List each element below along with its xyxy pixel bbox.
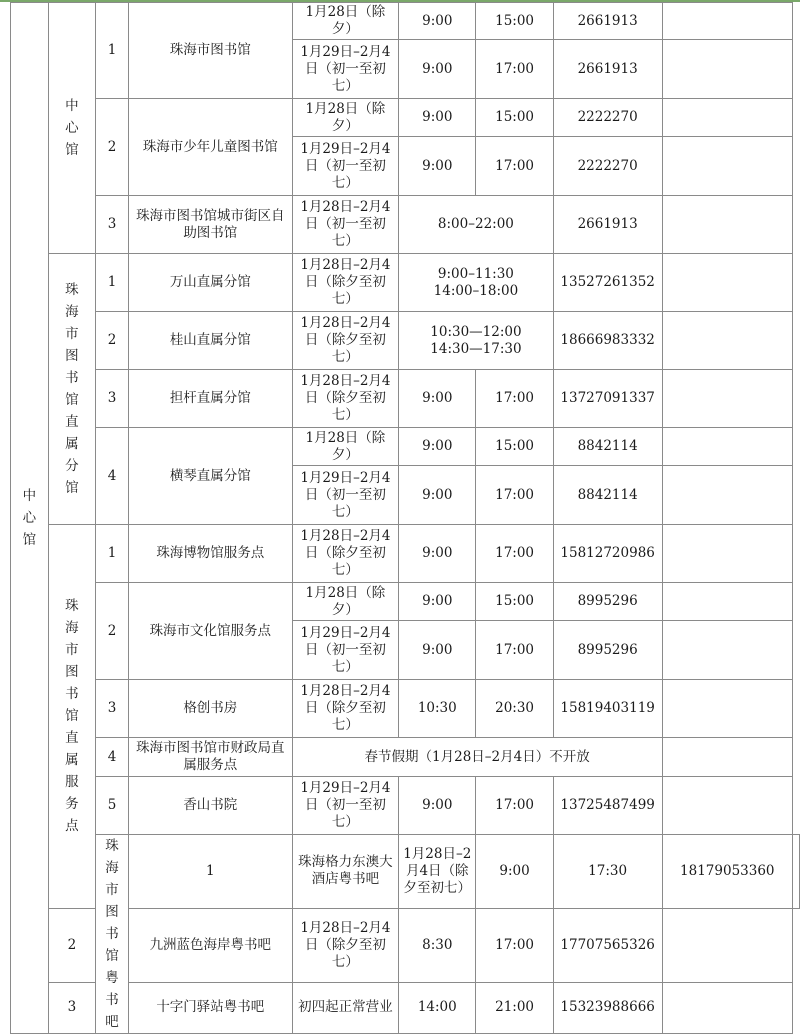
library-name: 桂山直属分馆: [128, 312, 292, 370]
close-time: 21:00: [476, 982, 553, 1033]
library-name: 珠海格力东澳大酒店粤书吧: [292, 835, 398, 909]
library-name: 十字门驿站粤书吧: [128, 982, 292, 1033]
date-range: 1月29日–2月4日（初一至初七）: [292, 137, 398, 196]
close-time: 15:00: [476, 3, 553, 40]
empty-cell: [662, 621, 792, 680]
date-range: 1月28日（除夕）: [292, 99, 398, 137]
empty-cell: [662, 40, 792, 99]
row-number: 1: [128, 835, 292, 909]
close-time: 17:00: [476, 137, 553, 196]
empty-cell: [662, 908, 792, 982]
phone-number: 15819403119: [553, 680, 662, 738]
table-row: [11, 3, 800, 40]
outer-group-cell: 中心馆: [11, 3, 49, 1034]
library-name: 万山直属分馆: [128, 254, 292, 312]
group-cell: 珠海市图书馆直属服务点: [48, 525, 95, 909]
date-range: 1月28日–2月4日（初一至初七）: [292, 196, 398, 254]
group-cell: 中心馆: [48, 3, 95, 254]
close-time: 15:00: [476, 99, 553, 137]
library-name: 珠海市图书馆: [128, 3, 292, 99]
library-name: 格创书房: [128, 680, 292, 738]
phone-number: 8995296: [553, 621, 662, 680]
date-range: 1月28日–2月4日（除夕至初七）: [292, 680, 398, 738]
table-row: [11, 428, 800, 466]
open-time: 9:00: [399, 621, 476, 680]
group-cell: 珠海市图书馆直属分馆: [48, 254, 95, 525]
phone-number: 15323988666: [553, 982, 662, 1033]
close-time: 17:00: [476, 777, 553, 835]
empty-cell: [662, 738, 792, 777]
phone-number: 8995296: [553, 583, 662, 621]
close-time: 15:00: [476, 428, 553, 466]
close-time: 17:00: [476, 525, 553, 583]
phone-number: 8842114: [553, 466, 662, 525]
close-time: 17:00: [476, 908, 553, 982]
opening-hours: [399, 254, 554, 312]
empty-cell: [662, 777, 792, 835]
date-range: 1月29日–2月4日（初一至初七）: [292, 466, 398, 525]
phone-number: 18666983332: [553, 312, 662, 370]
row-number: 4: [96, 738, 129, 777]
library-name: 横琴直属分馆: [128, 428, 292, 525]
closed-notice: 春节假期（1月28日–2月4日）不开放: [292, 738, 662, 777]
phone-number: 2661913: [553, 3, 662, 40]
empty-cell: [662, 196, 792, 254]
empty-cell: [662, 312, 792, 370]
table-row: [11, 99, 800, 137]
phone-number: 18179053360: [662, 835, 792, 909]
open-time: 9:00: [399, 777, 476, 835]
phone-number: 13727091337: [553, 370, 662, 428]
hours-line: 14:30—17:30: [430, 340, 522, 357]
row-number: 5: [96, 777, 129, 835]
table-row: [11, 525, 800, 583]
table-row: [11, 583, 800, 621]
close-time: 17:00: [476, 466, 553, 525]
empty-cell: [662, 982, 792, 1033]
date-range: 初四起正常营业: [292, 982, 398, 1033]
empty-cell: [662, 680, 792, 738]
date-range: 1月28日–2月4日（除夕至初七）: [292, 525, 398, 583]
table-row: [11, 908, 800, 982]
date-range: 1月28日–2月4日（除夕至初七）: [399, 835, 476, 909]
library-name: 珠海博物馆服务点: [128, 525, 292, 583]
open-time: 8:30: [399, 908, 476, 982]
open-time: 9:00: [399, 583, 476, 621]
open-time: 9:00: [399, 3, 476, 40]
date-range: 1月29日–2月4日（初一至初七）: [292, 777, 398, 835]
phone-number: 2661913: [553, 196, 662, 254]
opening-hours: [399, 312, 554, 370]
table-row: [11, 738, 800, 777]
empty-cell: [793, 835, 800, 909]
row-number: 4: [96, 428, 129, 525]
open-time: 9:00: [399, 137, 476, 196]
row-number: 1: [96, 525, 129, 583]
table-row: [11, 254, 800, 312]
date-range: 1月28日（除夕）: [292, 428, 398, 466]
empty-cell: [662, 525, 792, 583]
table-row: [11, 312, 800, 370]
open-time: 9:00: [476, 835, 553, 909]
empty-cell: [662, 428, 792, 466]
opening-hours: 8:00–22:00: [399, 196, 554, 254]
date-range: 1月29日–2月4日（初一至初七）: [292, 621, 398, 680]
phone-number: 8842114: [553, 428, 662, 466]
date-range: 1月28日–2月4日（除夕至初七）: [292, 312, 398, 370]
table-row: [11, 370, 800, 428]
hours-line: 9:00–11:30: [437, 265, 514, 282]
library-name: 九洲蓝色海岸粤书吧: [128, 908, 292, 982]
date-range: 1月28日–2月4日（除夕至初七）: [292, 254, 398, 312]
table-row: [11, 835, 800, 909]
empty-cell: [662, 3, 792, 40]
date-range: 1月28日–2月4日（除夕至初七）: [292, 370, 398, 428]
open-time: 9:00: [399, 525, 476, 583]
open-time: 9:00: [399, 466, 476, 525]
date-range: 1月28日（除夕）: [292, 583, 398, 621]
empty-cell: [662, 99, 792, 137]
group-cell: 珠海市图书馆粤书吧: [96, 835, 129, 1034]
close-time: 20:30: [476, 680, 553, 738]
close-time: 15:00: [476, 583, 553, 621]
library-name: 珠海市图书馆市财政局直属服务点: [128, 738, 292, 777]
hours-line: 14:00–18:00: [433, 282, 519, 299]
close-time: 17:00: [476, 621, 553, 680]
phone-number: 2661913: [553, 40, 662, 99]
empty-cell: [662, 254, 792, 312]
date-range: 1月28日（除夕）: [292, 3, 398, 40]
phone-number: 17707565326: [553, 908, 662, 982]
row-number: 3: [48, 982, 95, 1033]
close-time: 17:00: [476, 370, 553, 428]
row-number: 3: [96, 196, 129, 254]
library-name: 珠海市文化馆服务点: [128, 583, 292, 680]
library-name: 香山书院: [128, 777, 292, 835]
library-name: 珠海市少年儿童图书馆: [128, 99, 292, 196]
library-name: 珠海市图书馆城市街区自助图书馆: [128, 196, 292, 254]
table-row: [11, 982, 800, 1033]
open-time: 9:00: [399, 428, 476, 466]
row-number: 2: [96, 583, 129, 680]
row-number: 2: [96, 312, 129, 370]
open-time: 9:00: [399, 370, 476, 428]
table-row: [11, 680, 800, 738]
holiday-hours-table: [10, 2, 800, 1034]
date-range: 1月28日–2月4日（除夕至初七）: [292, 908, 398, 982]
open-time: 9:00: [399, 99, 476, 137]
row-number: 1: [96, 254, 129, 312]
empty-cell: [662, 583, 792, 621]
row-number: 3: [96, 680, 129, 738]
library-name: 担杆直属分馆: [128, 370, 292, 428]
row-number: 3: [96, 370, 129, 428]
table-row: [11, 196, 800, 254]
close-time: 17:00: [476, 40, 553, 99]
empty-cell: [662, 466, 792, 525]
close-time: 17:30: [553, 835, 662, 909]
row-number: 2: [48, 908, 95, 982]
phone-number: 2222270: [553, 99, 662, 137]
phone-number: 13725487499: [553, 777, 662, 835]
hours-line: 10:30—12:00: [430, 323, 522, 340]
phone-number: 2222270: [553, 137, 662, 196]
open-time: 9:00: [399, 40, 476, 99]
empty-cell: [662, 137, 792, 196]
date-range: 1月29日–2月4日（初一至初七）: [292, 40, 398, 99]
open-time: 10:30: [399, 680, 476, 738]
phone-number: 15812720986: [553, 525, 662, 583]
row-number: 1: [96, 3, 129, 99]
phone-number: 13527261352: [553, 254, 662, 312]
open-time: 14:00: [399, 982, 476, 1033]
empty-cell: [662, 370, 792, 428]
table-row: [11, 777, 800, 835]
row-number: 2: [96, 99, 129, 196]
